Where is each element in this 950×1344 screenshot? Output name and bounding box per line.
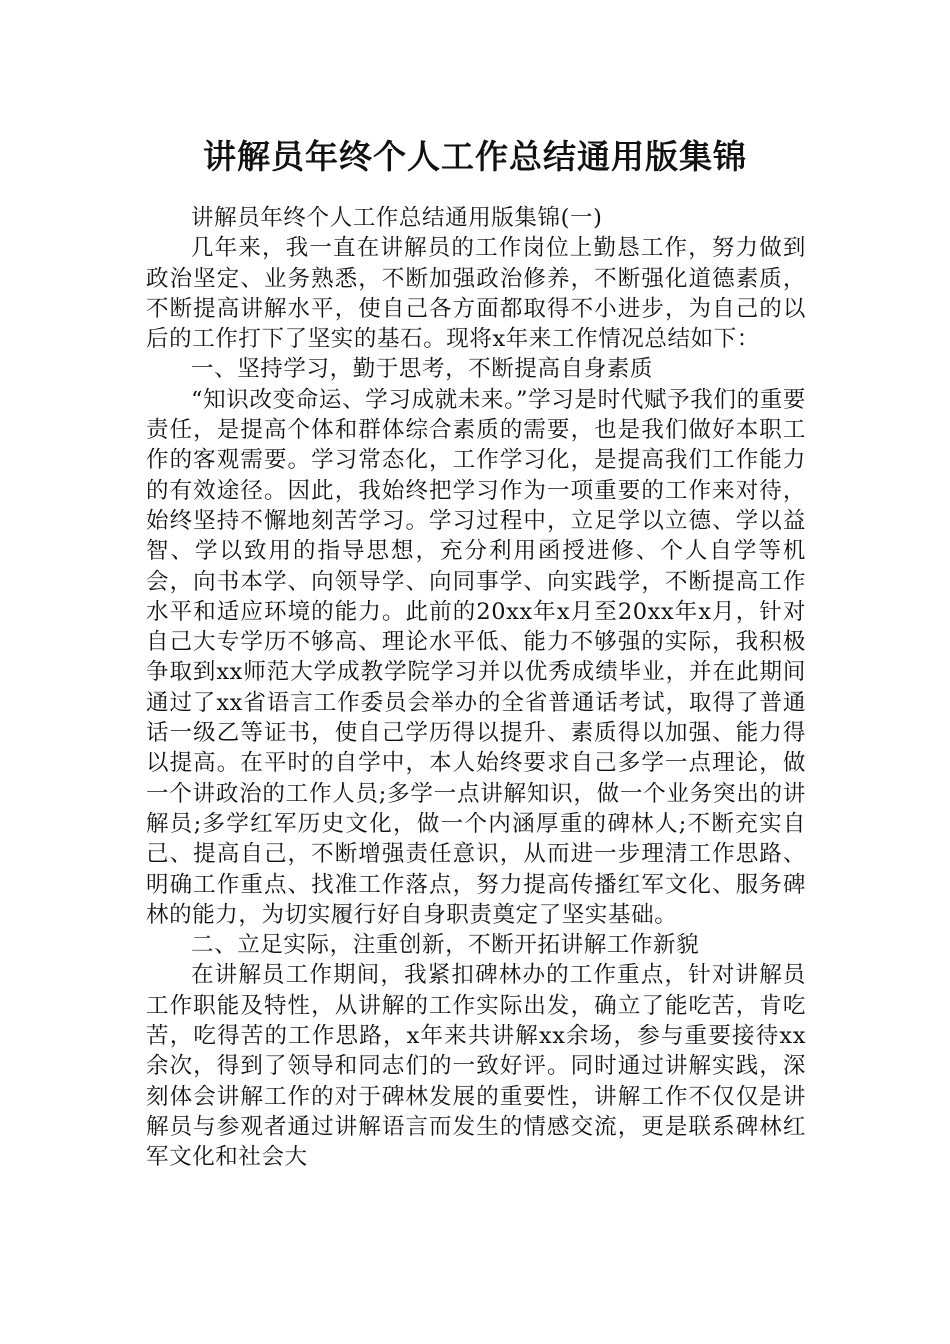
document-title: 讲解员年终个人工作总结通用版集锦 <box>203 137 747 176</box>
section-heading-1: 一、坚持学习，勤于思考，不断提高自身素质 <box>191 356 654 383</box>
intro-paragraph: 几年来，我一直在讲解员的工作岗位上勤恳工作，努力做到政治坚定、业务熟悉，不断加强政治修养，不断强化道德素质，不断提高讲解水平，使自己各方面都取得不小进步，为自己的以后的工作打下了坚实的基石。现将x年来工作情况总结如下： <box>146 235 806 353</box>
document-body <box>146 203 806 1173</box>
subtitle-paragraph: 讲解员年终个人工作总结通用版集锦(一) <box>191 205 603 231</box>
body-paragraph: “知识改变命运、学习成就未来。”学习是时代赋予我们的重要责任，是提高个体和群体综合素质的需要，也是我们做好本职工作的客观需要。学习常态化，工作学习化，是提高我们工作能力的有效途径。因此，我始终把学习作为一项重要的工作来对待，始终坚持不懈地刻苦学习。学习过程中，立足学以立德、学以益智、学以致用的指导思想，充分利用函授进修、个人自学等机会，向书本学、向领导学、向同事学、向实践学，不断提高工作水平和适应环境的能力。此前的20xx年x月至20xx年x月，针对自己大专学历不够高、理论水平低、能力不够强的实际，我积极争取到xx师范大学成教学院学习并以优秀成绩毕业，并在此期间通过了xx省语言工作委员会举办的全省普通话考试，取得了普通话一级乙等证书，使自己学历得以提升、素质得以加强、能力得以提高。在平时的自学中，本人始终要求自己多学一点理论，做一个讲政治的工作人员;多学一点讲解知识，做一个业务突出的讲解员;多学红军历史文化，做一个内涵厚重的碑林人;不断充实自己、提高自己，不断增强责任意识，从而进一步理清工作思路、明确工作重点、找准工作落点，努力提高传播红军文化、服务碑林的能力，为切实履行好自身职责奠定了坚实基础。 <box>146 386 806 928</box>
body-paragraph: 在讲解员工作期间，我紧扣碑林办的工作重点，针对讲解员工作职能及特性，从讲解的工作实际出发，确立了能吃苦，肯吃苦，吃得苦的工作思路，x年来共讲解xx余场，参与重要接待xx余次，得到了领导和同志们的一致好评。同时通过讲解实践，深刻体会讲解工作的对于碑林发展的重要性，讲解工作不仅仅是讲解员与参观者通过讲解语言而发生的情感交流，更是联系碑林红军文化和社会大 <box>146 962 806 1171</box>
section-heading-2: 二、立足实际，注重创新，不断开拓讲解工作新貌 <box>191 932 700 959</box>
